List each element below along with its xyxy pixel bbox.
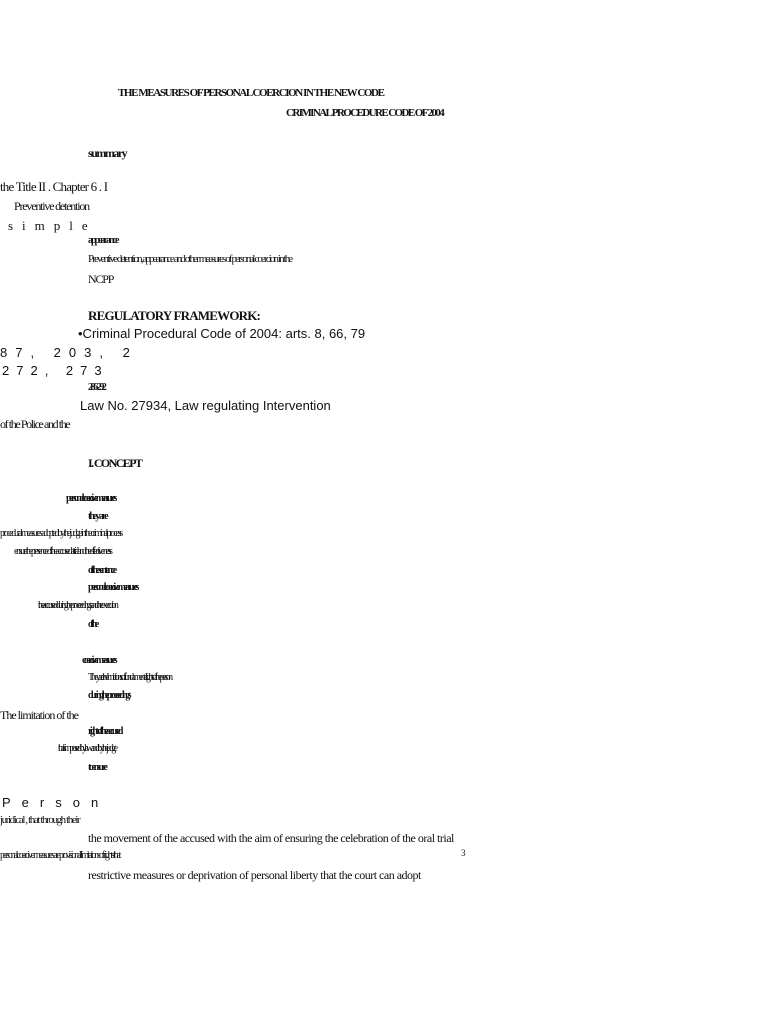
regulatory-heading	[88, 309, 260, 322]
title-text-1: THE MEASURES OF PERSONAL COERCION IN THE NEW CODE	[118, 87, 384, 99]
concept-line-11-text: during the proceedings	[88, 690, 129, 701]
reg-line-6-text: of the Police and the	[0, 417, 70, 431]
restrictive-line	[88, 869, 421, 881]
concept-line-1	[66, 494, 115, 504]
title-text-2: CRIMINAL PROCEDURE CODE OF 2004	[286, 107, 444, 119]
concept-line-10	[88, 673, 171, 683]
movement-line	[88, 832, 454, 844]
intro-line-4-text: appearance	[88, 235, 118, 246]
person-line	[2, 796, 109, 809]
limitations-line-text: personal coercive measures are provisional limitations of rights that	[0, 850, 120, 861]
concept-heading	[88, 457, 141, 469]
concept-line-4-text: ensure the presence of the accused at trial and the effectiveness	[14, 546, 111, 557]
summary-heading-text: summary	[88, 146, 127, 160]
concept-line-15-text: to ensure	[88, 762, 106, 773]
concept-line-3	[0, 529, 121, 539]
concept-line-4	[14, 547, 110, 557]
concept-line-14-text: that is imposed by law and by the judge	[58, 743, 116, 754]
intro-line-2	[14, 200, 89, 212]
concept-line-6-text: personal coercive measures	[88, 582, 137, 593]
concept-line-12	[0, 709, 78, 721]
concept-line-1-text: personal coercive measures	[66, 493, 115, 504]
summary-heading	[88, 147, 126, 159]
concept-line-7	[38, 601, 116, 611]
footnote-marker-text: 3	[461, 848, 466, 858]
concept-line-2-text: they are	[88, 511, 107, 522]
regulatory-heading-text: REGULATORY FRAMEWORK:	[88, 308, 261, 323]
footnote-marker	[461, 849, 466, 858]
reg-line-2-text: 87, 203, 2	[0, 345, 138, 360]
concept-line-6	[88, 583, 137, 593]
reg-line-4-text: 286-292	[88, 382, 105, 393]
document-title-line-2	[286, 108, 443, 119]
intro-line-2-text: Preventive detention	[14, 199, 89, 213]
concept-line-13	[88, 727, 121, 737]
person-line-text: Person	[2, 795, 110, 810]
reg-line-3	[2, 364, 109, 377]
intro-line-3	[8, 219, 97, 232]
concept-line-7-text: the accused during the proceedings and the execution	[38, 600, 117, 611]
reg-line-6	[0, 418, 69, 430]
concept-line-5	[88, 566, 115, 576]
reg-line-1	[78, 327, 365, 340]
intro-line-6	[88, 273, 113, 285]
concept-line-10-text: They are the limitations of fundamental rights of the person	[88, 672, 171, 683]
concept-line-3-text: procedural measures adopted by the judge in the criminal process	[0, 528, 122, 539]
document-title-line-1	[118, 88, 384, 99]
reg-line-5	[80, 399, 331, 412]
concept-line-9-text: coercive measures	[82, 655, 115, 666]
reg-line-1-text: •Criminal Procedural Code of 2004: arts. 8, 66, 79	[78, 326, 366, 341]
intro-line-1	[0, 180, 107, 193]
reg-line-4	[88, 383, 105, 393]
movement-line-text: the movement of the accused with the aim of ensuring the celebration of the oral trial	[88, 831, 454, 845]
concept-line-12-text: The limitation of the	[0, 708, 78, 722]
intro-line-6-text: NCPP	[88, 272, 114, 286]
intro-line-4	[88, 236, 117, 246]
juridical-line	[0, 815, 79, 826]
intro-line-5-text: Preventive detention, appearance and other measures of personal coercion in the	[88, 253, 292, 265]
concept-line-5-text: of the sentence	[88, 565, 115, 576]
intro-line-5	[88, 254, 291, 265]
juridical-line-text: juridical , that through their	[0, 814, 80, 826]
concept-line-11	[88, 691, 129, 701]
concept-line-8	[88, 620, 97, 630]
concept-line-8-text: of the	[88, 619, 97, 630]
concept-heading-text: I. CONCEPT	[88, 456, 142, 470]
intro-line-3-text: simple	[8, 218, 97, 233]
limitations-line	[0, 851, 119, 861]
reg-line-2	[0, 346, 138, 359]
concept-line-9	[82, 656, 115, 666]
intro-line-1-text: the Title II . Chapter 6 . I	[0, 179, 108, 194]
concept-line-15	[88, 763, 105, 773]
restrictive-line-text: restrictive measures or deprivation of personal liberty that the court can adopt	[88, 868, 421, 882]
concept-line-2	[88, 512, 107, 522]
concept-line-14	[58, 744, 115, 754]
reg-line-5-text: Law No. 27934, Law regulating Intervention	[80, 398, 331, 413]
concept-line-13-text: rights of the accused	[88, 726, 121, 737]
reg-line-3-text: 272, 273	[2, 363, 109, 378]
